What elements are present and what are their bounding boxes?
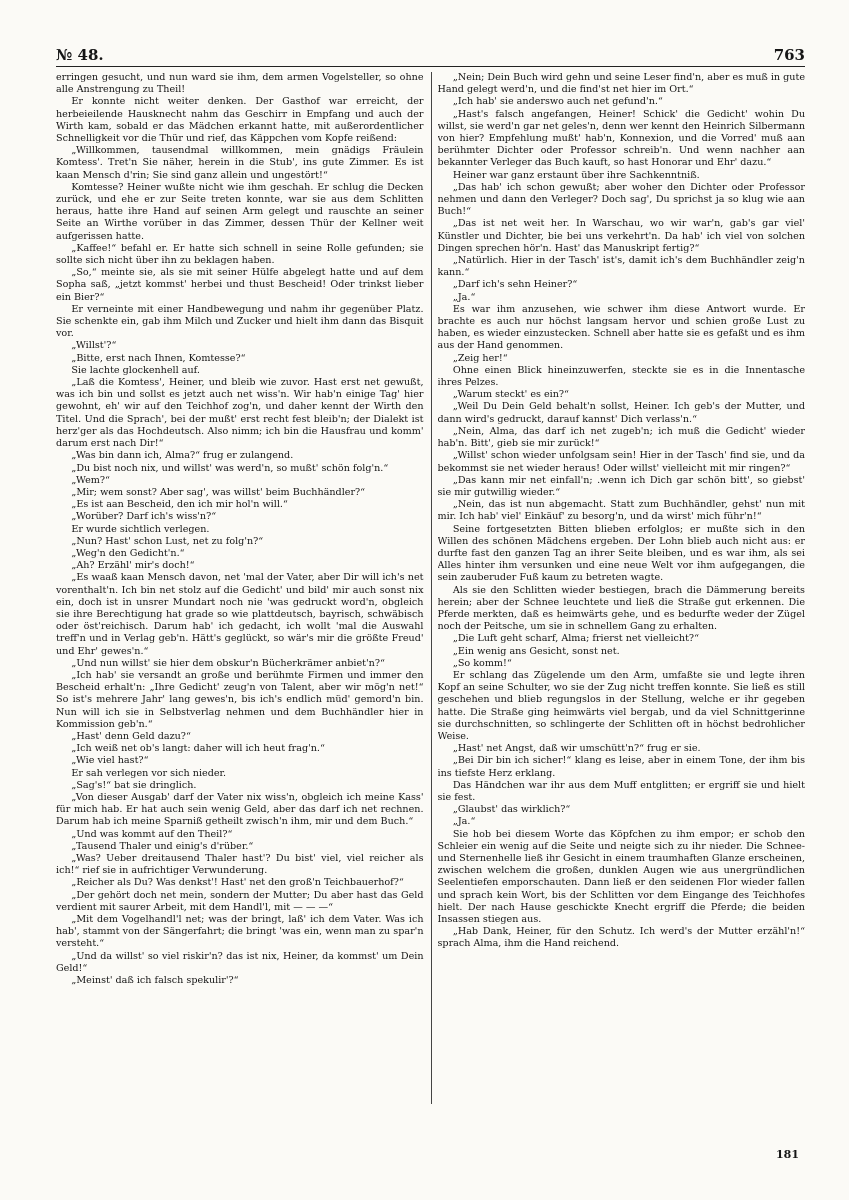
paragraph: „Hast' denn Geld dazu?“ (71, 730, 191, 742)
paragraph: „Ja.“ (452, 816, 476, 828)
page-header (56, 44, 805, 64)
paragraph: „Was bin dann ich, Alma?“ frug er zulangend. (71, 450, 294, 462)
paragraph: „Ein wenig ans Gesicht, sonst net. (452, 645, 620, 657)
paragraph: „Weg'n den Gedicht'n.“ (71, 547, 185, 559)
issue-number: № 48. (56, 46, 104, 64)
paragraph: „Mir; wem sonst? Aber sag', was willst' beim Buchhändler?“ (71, 486, 366, 498)
paragraph: „Reicher als Du? Was denkst'! Hast' net den groß'n Teichbauerhof?“ (71, 877, 404, 889)
paragraph: „Nun? Hast' schon Lust, net zu folg'n?“ (71, 535, 264, 547)
paragraph: „Laß die Komtess', Heiner, und bleib wie zuvor. Hast erst net gewußt, was ich bin und sollst es jetzt auch net wiss'n. Wir hab'n einige Tag' hier gewohnt, eh' wir auf den Teichhof zog'n, und daher kennt der Wirth den Titel. Und die Sprach', bei der mußt' erst recht fest bleib'n; der Dialekt ist herz'ger als das Hochdeutsch. Also nimm; ich bin die Hausfrau und komm' darum erst nach Dir!“ (56, 377, 424, 450)
paragraph: Seine fortgesetzten Bitten blieben erfolglos; er mußte sich in den Willen des schönen Mädchens ergeben. Der Lohn blieb auch nicht aus: er durfte fast den ganzen Tag an ihrer Seite bleiben, und es war ihm, als sei Alles hinter ihm versunken und eine neue Welt vor ihm aufgegangen, die sein zauberuder Fuß kaum zu betreten wagte. (437, 523, 805, 584)
paragraph: „Weil Du Dein Geld behalt'n sollst, Heiner. Ich geb's der Mutter, und dann wird's gedruckt, darauf kannst' Dich verlass'n.“ (437, 401, 805, 425)
paragraph: „Hast's falsch angefangen, Heiner! Schick' die Gedicht' wohin Du willst, sie werd'n gar net geles'n, denn wer kennt den Heinrich Silbermann von hier? Empfehlung mußt' hab'n, Konnexion, und die Vorred' muß aan berühmter Dichter oder Professor schreib'n. Und wenn nachher aan bekannter Verleger das Buch kauft, so hast Honorar und Ehr' dazu.“ (437, 108, 805, 169)
paragraph: „Natürlich. Hier in der Tasch' ist's, damit ich's dem Buchhändler zeig'n kann.“ (437, 255, 805, 279)
left-column (56, 72, 424, 1110)
paragraph: „Darf ich's sehn Heiner?“ (452, 279, 578, 291)
paragraph: Er konnte nicht weiter denken. Der Gasthof war erreicht, der herbeieilende Hausknecht nahm das Geschirr in Empfang und auch der Wirth kam, sobald er das Mädchen erkannt hatte, mit außerordentlicher Schnelligkeit vor die Thür und rief, das Käppchen vom Kopfe reißend: (56, 96, 424, 145)
paragraph: „Willst' schon wieder unfolgsam sein! Hier in der Tasch' find sie, und da bekommst sie net wieder heraus! Oder willst' vielleicht mit mir ringen?“ (437, 450, 805, 474)
paragraph: Sie hob bei diesem Worte das Köpfchen zu ihm empor; er schob den Schleier ein wenig auf die Seite und neigte sich zu ihr nieder. Die Schnee- und Sternenhelle ließ ihr Gesicht in einem traumhaften Glanze erscheinen, zwischen welchem die großen, dunklen Augen wie aus unergründlichen Seelentiefen emporschauten. Dann ließ er den seidenen Flor wieder fallen und sprach kein Wort, bis der Schlitten vor dem Eingange des Teichhofes hielt. Der nach Hause geschickte Knecht ergriff die Pferde; die beiden Insassen stiegen aus. (437, 828, 805, 926)
paragraph: Das Händchen war ihr aus dem Muff entglitten; er ergriff sie und hielt sie fest. (437, 779, 805, 803)
column-divider (431, 72, 432, 1104)
paragraph: Er sah verlegen vor sich nieder. (71, 767, 227, 779)
paragraph: „Und nun willst' sie hier dem obskur'n Bücherkrämer anbiet'n?“ (71, 657, 385, 669)
paragraph: „Es waaß kaan Mensch davon, net 'mal der Vater, aber Dir will ich's net vorenthalt'n. Ich bin net stolz auf die Gedicht' und bild' mir auch sonst nix ein, doch ist in unsrer Mundart noch nie 'was gedruckt word'n, obgleich sie ihre Berechtigung hat grade so wie plattdeutsch, bayrisch, schwäbisch oder öst'reichisch. Darum hab' ich gedacht, ich wollt 'mal die Auswahl treff'n und in Verlag geb'n. Hätt's geglückt, so wär's mir die größte Freud' und Ehr' gewes'n.“ (56, 572, 424, 657)
paragraph: „Wem?“ (71, 474, 110, 486)
paragraph: „Ich weiß net ob's langt: daher will ich heut frag'n.“ (71, 743, 325, 755)
paragraph: Er wurde sichtlich verlegen. (71, 523, 210, 535)
paragraph: „Hab Dank, Heiner, für den Schutz. Ich werd's der Mutter erzähl'n!“ sprach Alma, ihm die Hand reichend. (437, 926, 805, 950)
paragraph: „Tausend Thaler und einig's d'rüber.“ (71, 840, 254, 852)
paragraph: Komtesse? Heiner wußte nicht wie ihm geschah. Er schlug die Decken zurück, und ehe er zur Seite treten konnte, war sie aus dem Schlitten heraus, hatte ihre Hand auf seinen Arm gelegt und rauschte an seiner Seite an Wirthe vorüber in das Zimmer, dessen Thür der Kellner weit aufgerissen hatte. (56, 181, 424, 242)
paragraph: „Ja.“ (452, 291, 476, 303)
paragraph: „Sag's!“ bat sie dringlich. (71, 779, 197, 791)
paragraph: erringen gesucht, und nun ward sie ihm, dem armen Vogelsteller, so ohne alle Anstrengung zu Theil! (56, 72, 424, 96)
paragraph: „Du bist noch nix, und willst' was werd'n, so mußt' schön folg'n.“ (71, 462, 389, 474)
paragraph: „Das ist net weit her. In Warschau, wo wir war'n, gab's gar viel' Künstler und Dichter, bie bei uns verkehrt'n. Da hab' ich viel von solchen Dingen sprechen hör'n. Hast' das Manuskript fertig?“ (437, 218, 805, 254)
paragraph: „Mit dem Vogelhandl'l net; was der bringt, laß' ich dem Vater. Was ich hab', stammt von der Sängerfahrt; die bringt 'was ein, wenn man zu spar'n versteht.“ (56, 914, 424, 950)
paragraph: „So,“ meinte sie, als sie mit seiner Hülfe abgelegt hatte und auf dem Sopha saß, „jetzt kommst' herbei und thust Bescheid! Oder trinkst lieber ein Bier?“ (56, 267, 424, 303)
paragraph: Sie lachte glockenhell auf. (71, 364, 200, 376)
paragraph: „Nein; Dein Buch wird gehn und seine Leser find'n, aber es muß in gute Hand gelegt werd'n, und die find'st net hier im Ort.“ (437, 72, 805, 96)
paragraph: „Worüber? Darf ich's wiss'n?“ (71, 511, 217, 523)
paragraph: „Und da willst' so viel riskir'n? das ist nix, Heiner, da kommst' um Dein Geld!“ (56, 950, 424, 974)
paragraph: Er verneinte mit einer Handbewegung und nahm ihr gegenüber Platz. Sie schenkte ein, gab ihm Milch und Zucker und hielt ihm dann das Bisquit vor. (56, 303, 424, 340)
paragraph: Es war ihm anzusehen, wie schwer ihm diese Antwort wurde. Er brachte es auch nur höchst langsam hervor und schien große Lust zu haben, es wieder einzustecken. Schnell aber hatte sie es gefaßt und es ihm aus der Hand genommen. (437, 303, 805, 352)
paragraph: „Nein, Alma, das darf ich net zugeb'n; ich muß die Gedicht' wieder hab'n. Bitt', gieb sie mir zurück!“ (437, 425, 805, 450)
paragraph: „Glaubst' das wirklich?“ (452, 804, 571, 816)
paragraph: „Nein, das ist nun abgemacht. Statt zum Buchhändler, gehst' nun mit mir. Ich hab' viel' Einkäuf' zu besorg'n, und da wirst' mich führ'n!“ (437, 499, 805, 523)
paragraph: „Das hab' ich schon gewußt; aber woher den Dichter oder Professor nehmen und dann den Verleger? Doch sag', Du sprichst ja so klug wie aan Buch!“ (437, 181, 805, 218)
paragraph: „Bitte, erst nach Ihnen, Komtesse?“ (71, 352, 246, 364)
paragraph: „Willkommen, tausendmal willkommen, mein gnädigs Fräulein Komtess'. Tret'n Sie näher, herein in die Stub', ins gute Zimmer. Es ist kaan Mensch d'rin; Sie sind ganz allein und ungestört!“ (56, 145, 424, 181)
paragraph: „Ich hab' sie anderswo auch net gefund'n.“ (452, 96, 663, 108)
paragraph: Ohne einen Blick hineinzuwerfen, steckte sie es in die Innentasche ihres Pelzes. (437, 364, 805, 389)
paragraph: „Der gehört doch net mein, sondern der Mutter; Du aber hast das Geld verdient mit saurer Arbeit, mit dem Handl'l, mit — — —“ (56, 889, 424, 913)
paragraph: „Die Luft geht scharf, Alma; frierst net vielleicht?“ (452, 633, 699, 645)
paragraph: „Wie viel hast?“ (71, 755, 149, 767)
paragraph: „Willst'?“ (71, 340, 117, 352)
paragraph: „Meinst' daß ich falsch spekulir'?“ (71, 975, 239, 987)
paragraph: „Ah? Erzähl' mir's doch!“ (71, 560, 195, 572)
paragraph: „So komm!“ (452, 657, 512, 669)
paragraph: „Hast' net Angst, daß wir umschütt'n?“ frug er sie. (452, 743, 701, 755)
page-number: 763 (773, 46, 805, 64)
paragraph: Er schlang das Zügelende um den Arm, umfaßte sie und legte ihren Kopf an seine Schulter, wo sie der Zug nicht treffen konnte. Sie ließ es still geschehen und blieb regungslos in der Stellung, welche er ihr gegeben hatte. Die Straße ging heimwärts viel bergab, und da viel Schnittgerinne sie durchschnitten, so schlingerte der Schlitten oft in höchst bedrohlicher Weise. (437, 669, 805, 742)
paragraph: „Zeig her!“ (452, 352, 508, 364)
paragraph: Als sie den Schlitten wieder bestiegen, brach die Dämmerung bereits herein; aber der Schnee leuchtete und ließ die Straße gut erkennen. Die Pferde merkten, daß es heimwärts gehe, und es bedurfte weder der Zügel noch der Peitsche, um sie in schnellem Gang zu erhalten. (437, 584, 805, 633)
paragraph: Heiner war ganz erstaunt über ihre Sachkenntniß. (452, 169, 700, 181)
paragraph: „Ich hab' sie versandt an große und berühmte Firmen und immer den Bescheid erhalt'n: „Ihre Gedicht' zeug'n von Talent, aber wir mög'n net!“ So ist's mehrere Jahr' lang gewes'n, bis ich's endlich müd' gemord'n bin. Nun will ich sie in Selbstverlag nehmen und dem Buchhändler hier in Kommission geb'n.“ (56, 669, 424, 730)
paragraph: „Von dieser Ausgab' darf der Vater nix wiss'n, obgleich ich meine Kass' für mich hab. Er hat auch sein wenig Geld, aber das darf ich net rechnen. Darum hab ich meine Sparniß getheilt zwisch'n ihm, mir und dem Buch.“ (56, 791, 424, 828)
paragraph: „Bei Dir bin ich sicher!“ klang es leise, aber in einem Tone, der ihm bis ins tiefste Herz erklang. (437, 755, 805, 779)
paragraph: „Das kann mir net einfall'n; .wenn ich Dich gar schön bitt', so giebst' sie mir gutwillig wieder.“ (437, 474, 805, 498)
paragraph: „Und was kommt auf den Theil?“ (71, 828, 233, 840)
paragraph: „Warum steckt' es ein?“ (452, 389, 569, 401)
paragraph: „Was? Ueber dreitausend Thaler hast'? Du bist' viel, viel reicher als ich!“ rief sie in aufrichtiger Verwunderung. (56, 853, 424, 877)
paragraph: „Es ist aan Bescheid, den ich mir hol'n will.“ (71, 499, 288, 511)
signature-mark: 181 (776, 1148, 799, 1161)
header-rule (56, 66, 805, 67)
right-column (438, 72, 806, 1110)
paragraph: „Kaffee!“ befahl er. Er hatte sich schnell in seine Rolle gefunden; sie sollte sich nicht über ihn zu beklagen haben. (56, 242, 424, 267)
